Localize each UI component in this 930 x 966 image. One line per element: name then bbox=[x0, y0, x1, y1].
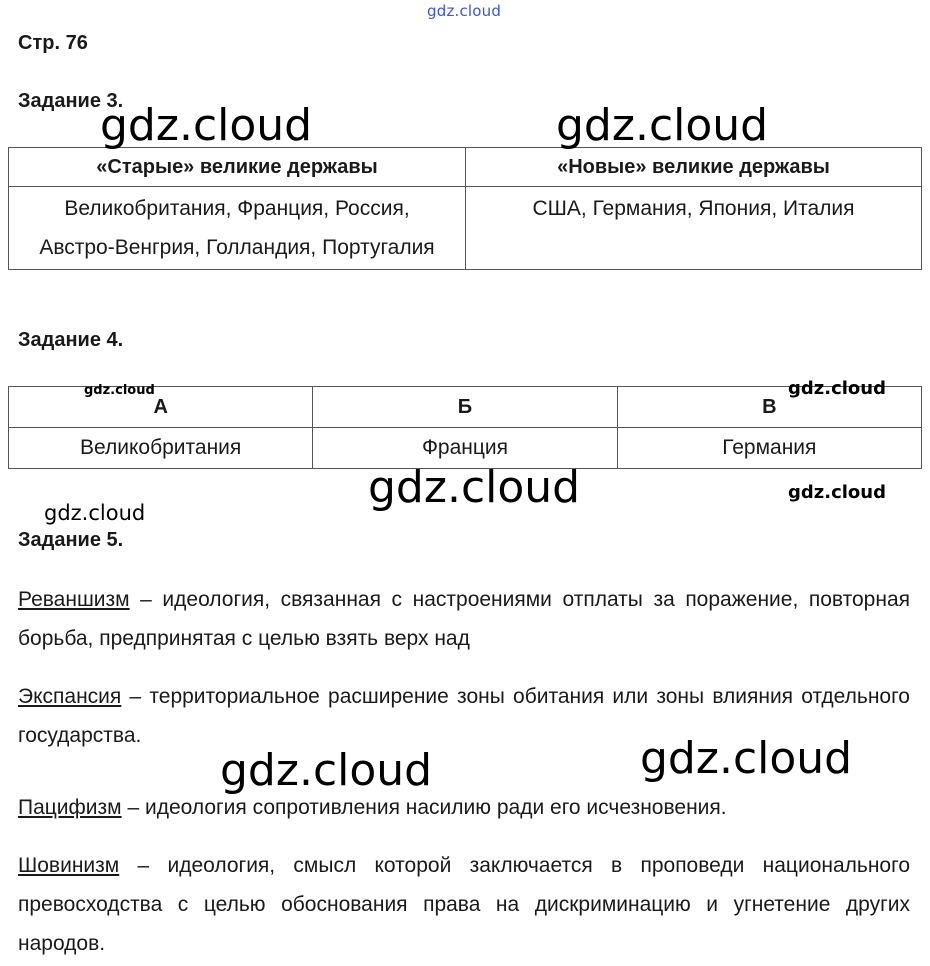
definition-text: – территориальное расширение зоны обитания или зоны влияния отдельного государства. bbox=[18, 685, 910, 747]
column-v-header: В bbox=[617, 387, 921, 428]
task3-table bbox=[8, 147, 922, 270]
column-b-value: Франция bbox=[313, 428, 617, 469]
task5-title: Задание 5. bbox=[18, 529, 124, 551]
watermark: gdz.cloud bbox=[100, 100, 313, 151]
watermark: gdz.cloud bbox=[640, 733, 853, 784]
watermark: gdz.cloud bbox=[556, 100, 769, 151]
old-powers-header: «Старые» великие державы bbox=[9, 148, 466, 187]
watermark-top: gdz.cloud bbox=[427, 2, 502, 20]
column-v-value: Германия bbox=[617, 428, 921, 469]
definition-text: – идеология, смысл которой заключается в проповеди национального превосходства с целью обоснования права на дискриминацию и угнетение других народов. bbox=[18, 854, 910, 955]
new-powers-header: «Новые» великие державы bbox=[466, 148, 922, 187]
watermark: gdz.cloud bbox=[44, 501, 146, 525]
table-header-row bbox=[9, 148, 922, 187]
old-powers-cell bbox=[9, 187, 466, 270]
new-powers-line: США, Германия, Япония, Италия bbox=[532, 197, 855, 220]
task3-title: Задание 3. bbox=[18, 90, 124, 112]
watermark: gdz.cloud bbox=[84, 383, 155, 398]
definition-paragraph bbox=[18, 788, 910, 827]
column-b-header: Б bbox=[313, 387, 617, 428]
watermark: gdz.cloud bbox=[368, 462, 581, 513]
term-revanchism: Реваншизм bbox=[18, 588, 130, 611]
page-reference: Стр. 76 bbox=[18, 32, 88, 54]
definition-paragraph bbox=[18, 580, 910, 658]
definition-text: – идеология сопротивления насилию ради его исчезновения. bbox=[121, 796, 727, 819]
definition-paragraph bbox=[18, 846, 910, 963]
old-powers-line: Великобритания, Франция, Россия, bbox=[64, 197, 410, 220]
term-expansion: Экспансия bbox=[18, 685, 122, 708]
column-a-value: Великобритания bbox=[9, 428, 313, 469]
table-row bbox=[9, 187, 922, 270]
term-pacifism: Пацифизм bbox=[18, 796, 122, 819]
term-chauvinism: Шовинизм bbox=[18, 854, 120, 877]
watermark: gdz.cloud bbox=[788, 482, 886, 503]
task4-table bbox=[8, 386, 922, 469]
task4-title: Задание 4. bbox=[18, 329, 124, 351]
new-powers-cell bbox=[466, 187, 922, 270]
column-a-header: А bbox=[9, 387, 313, 428]
watermark: gdz.cloud bbox=[220, 745, 433, 796]
watermark: gdz.cloud bbox=[788, 378, 886, 399]
definition-text: – идеология, связанная с настроениями отплаты за поражение, повторная борьба, предпринятая с целью взять верх над bbox=[18, 588, 910, 650]
old-powers-line: Австро-Венгрия, Голландия, Португалия bbox=[39, 236, 435, 259]
